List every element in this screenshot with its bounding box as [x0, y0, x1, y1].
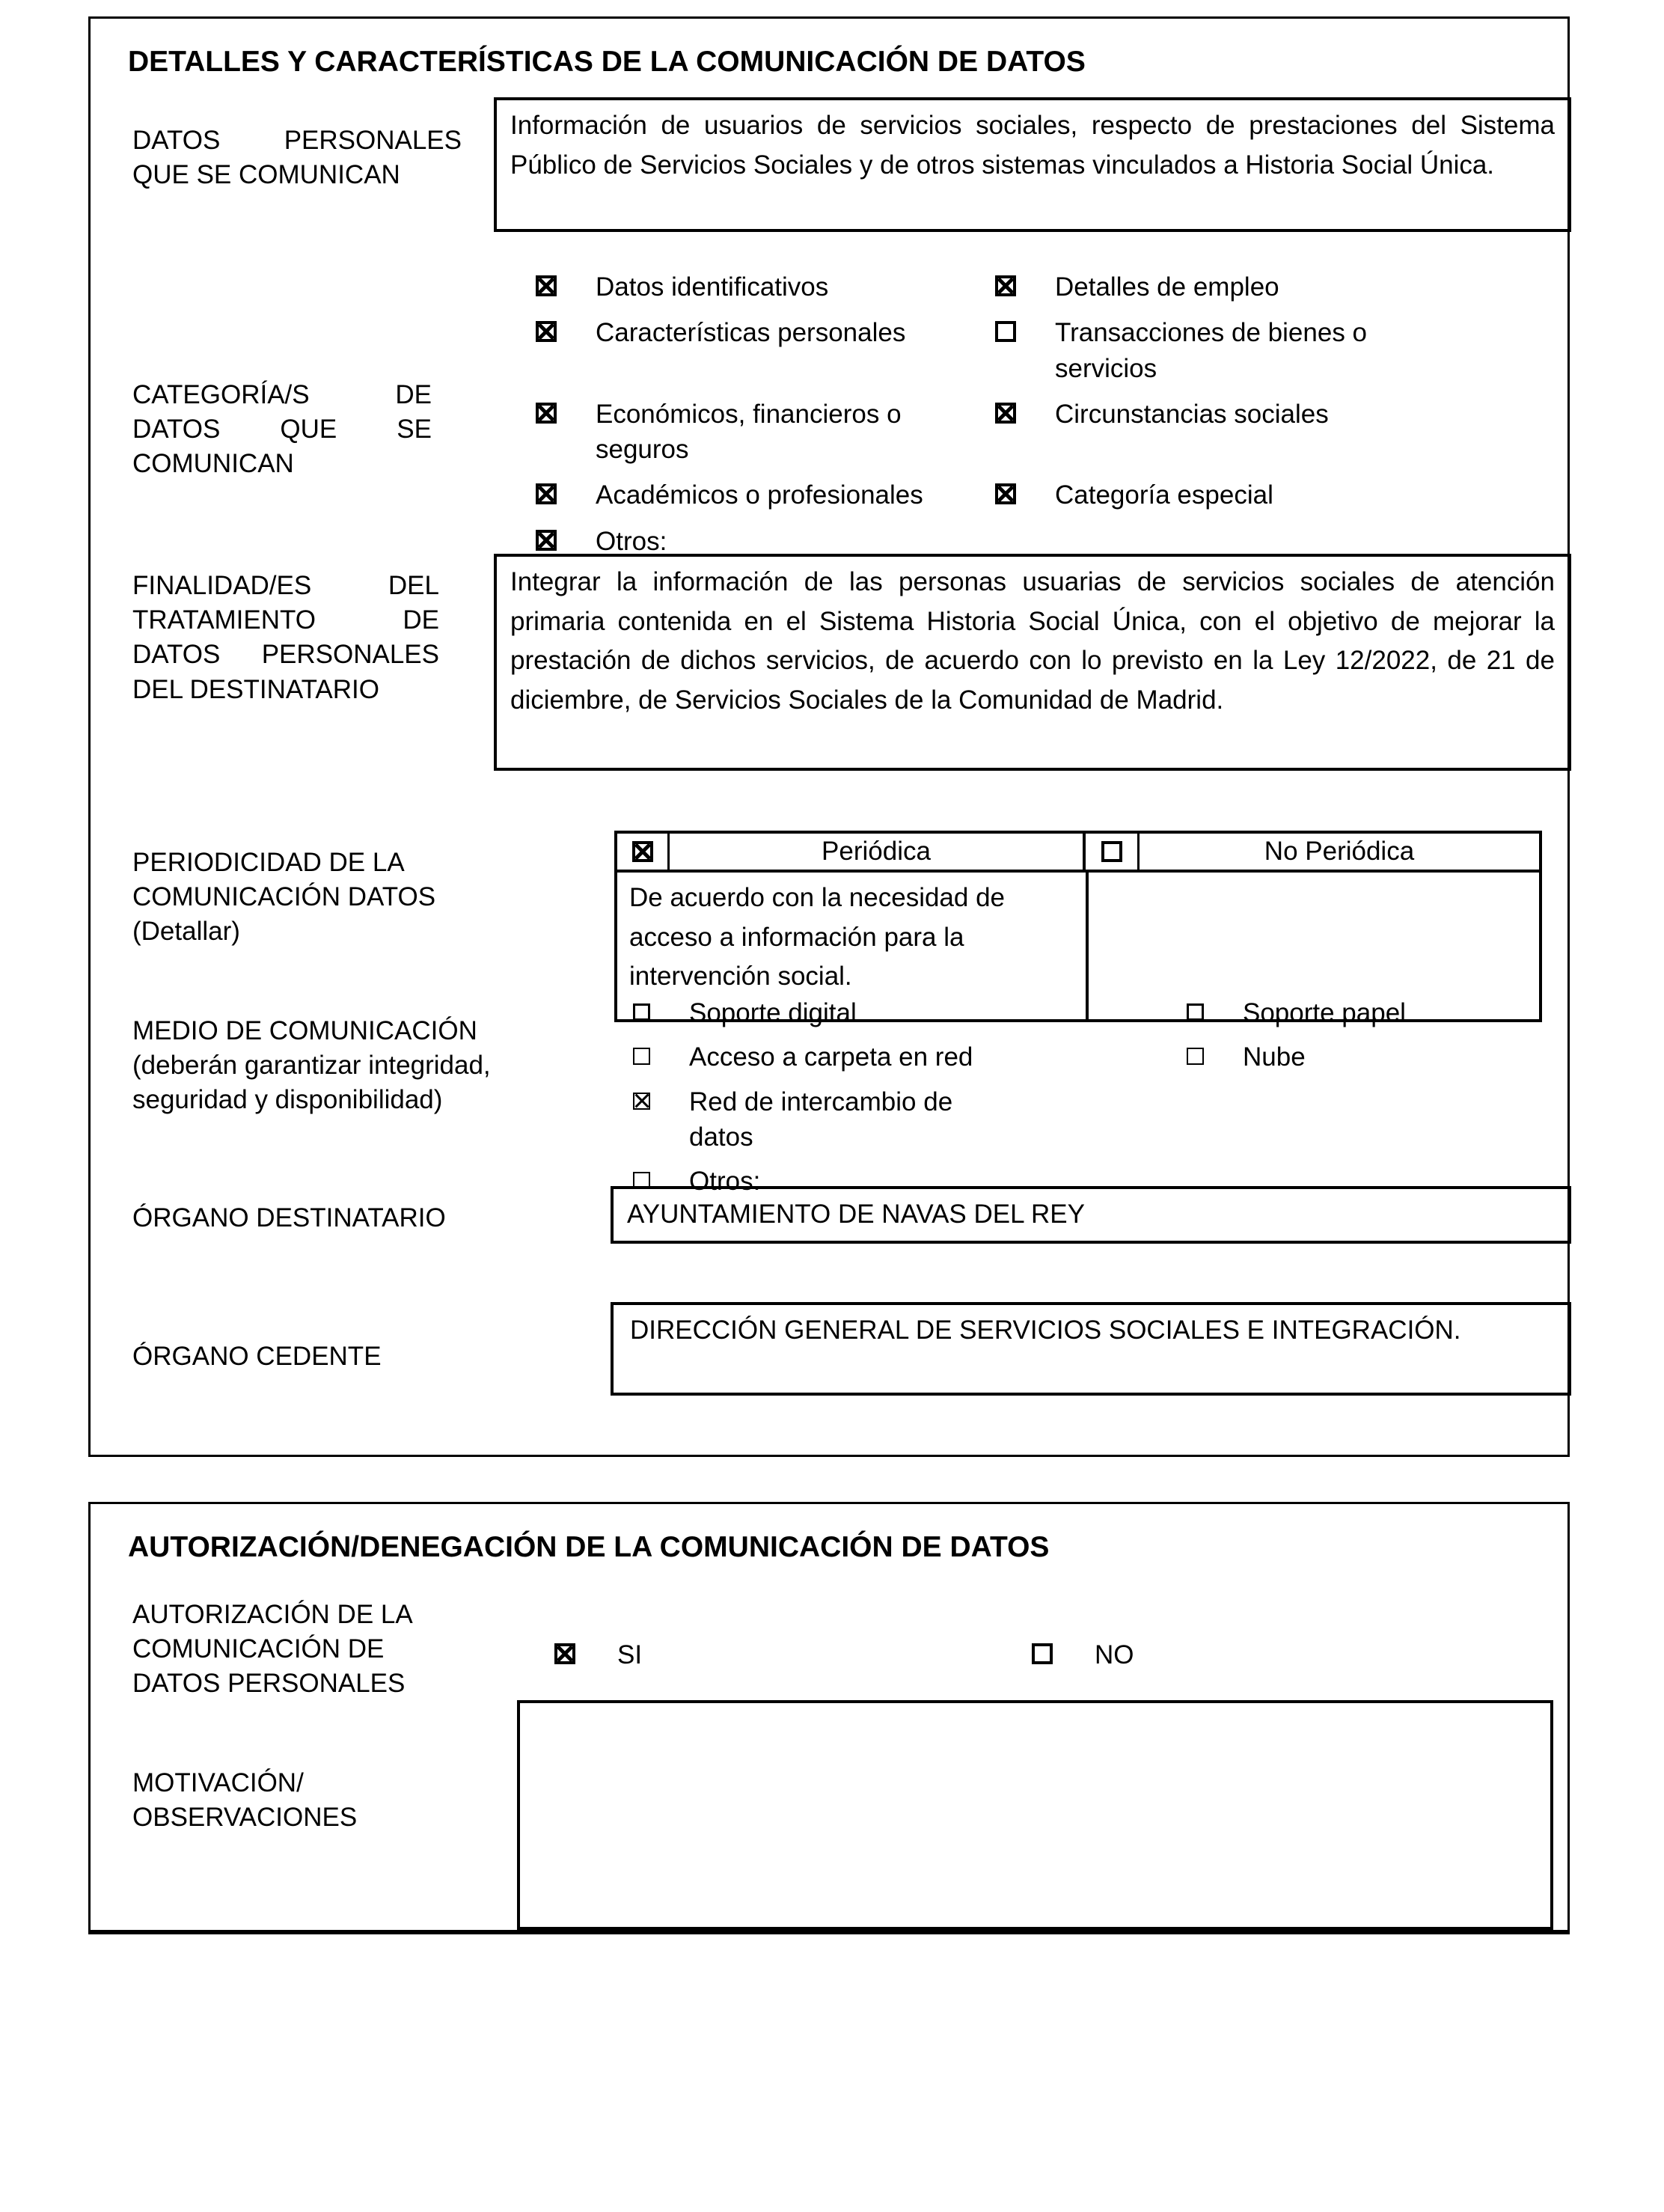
authorization-section-title: AUTORIZACIÓN/DENEGACIÓN DE LA COMUNICACIÓN DE DATOS: [128, 1531, 1050, 1564]
categoria-checkbox-label: Económicos, financieros o seguros: [596, 399, 902, 464]
medio-item: [1187, 1039, 1568, 1075]
no-periodica-checkbox-cell: [1086, 834, 1140, 870]
categoria-item: [536, 315, 995, 386]
medio-checkbox[interactable]: [633, 1048, 650, 1065]
categoria-checkbox[interactable]: [995, 321, 1016, 342]
organo-destinatario-label: ÓRGANO DESTINATARIO: [132, 1203, 446, 1232]
medio-label: MEDIO DE COMUNICACIÓN (deberán garantizar integridad, seguridad y disponibilidad): [132, 1016, 491, 1115]
categoria-checkbox[interactable]: [536, 403, 557, 424]
categoria-checkbox[interactable]: [536, 483, 557, 504]
motivacion-label: MOTIVACIÓN/ OBSERVACIONES: [132, 1768, 358, 1833]
categoria-checkbox[interactable]: [995, 403, 1016, 424]
motivacion-field[interactable]: [517, 1700, 1553, 1930]
medio-checkbox[interactable]: [1187, 1048, 1204, 1065]
organo-destinatario-field[interactable]: AYUNTAMIENTO DE NAVAS DEL REY: [611, 1186, 1571, 1244]
categoria-checkbox-label: Datos identificativos: [596, 272, 829, 302]
categoria-checkbox[interactable]: [536, 275, 557, 296]
autorizacion-si-option: [554, 1637, 642, 1672]
si-label: SI: [617, 1640, 643, 1669]
authorization-section: [88, 1502, 1570, 1934]
organo-cedente-label: ÓRGANO CEDENTE: [132, 1342, 382, 1371]
categoria-checkbox-label: Circunstancias sociales: [1055, 399, 1329, 429]
periodicidad-table-header: [617, 834, 1539, 873]
categoria-item: [536, 477, 995, 513]
periodica-checkbox[interactable]: [632, 841, 653, 862]
medio-item: [1187, 995, 1568, 1030]
medio-checkbox[interactable]: [633, 1003, 650, 1021]
medio-checkbox-label: Soporte digital: [689, 998, 857, 1027]
no-periodica-checkbox[interactable]: [1101, 841, 1122, 862]
autorizacion-no-option: [1032, 1637, 1134, 1672]
datos-personales-label: DATOS PERSONALES QUE SE COMUNICAN: [132, 126, 462, 190]
medio-checkbox-grid: [633, 995, 1568, 1199]
periodica-checkbox-cell: [617, 834, 670, 870]
periodicidad-table: [614, 831, 1542, 1022]
categoria-checkbox[interactable]: [995, 275, 1016, 296]
organo-cedente-field[interactable]: DIRECCIÓN GENERAL DE SERVICIOS SOCIALES E INTEGRACIÓN.: [611, 1302, 1571, 1396]
medio-checkbox[interactable]: [1187, 1003, 1204, 1021]
no-label: NO: [1095, 1640, 1134, 1669]
medio-checkbox-label: Acceso a carpeta en red: [689, 1042, 973, 1072]
categoria-checkbox-label: Categoría especial: [1055, 480, 1273, 510]
no-periodica-label: No Periódica: [1264, 837, 1415, 867]
periodica-detail-text: De acuerdo con la necesidad de acceso a información para la intervención social.: [629, 883, 1006, 991]
medio-item: [633, 1039, 1187, 1075]
categoria-item: [995, 397, 1561, 468]
finalidad-label: FINALIDAD/ES DEL TRATAMIENTO DE DATOS PERSONALES DEL DESTINATARIO: [132, 571, 439, 704]
categoria-checkbox[interactable]: [536, 530, 557, 551]
details-section-title: DETALLES Y CARACTERÍSTICAS DE LA COMUNICACIÓN DE DATOS: [128, 46, 1086, 79]
medio-checkbox-label: Nube: [1243, 1042, 1306, 1072]
categoria-item: [536, 397, 995, 468]
medio-checkbox-label: Soporte papel: [1243, 998, 1406, 1027]
categoria-item: [995, 315, 1561, 386]
finalidad-field[interactable]: Integrar la información de las personas usuarias de servicios sociales de atención primaria contenida en el Sistema Historia Social Única, con el objetivo de mejorar la prestación de dichos servicios, de acuerdo con lo previsto en la Ley 12/2022, de 21 de diciembre, de Servicios Sociales de la Comunidad de Madrid.: [494, 554, 1571, 771]
autorizacion-label: AUTORIZACIÓN DE LA COMUNICACIÓN DE DATOS PERSONALES: [132, 1600, 412, 1699]
si-checkbox[interactable]: [554, 1643, 575, 1664]
categoria-checkbox-label: Detalles de empleo: [1055, 272, 1279, 302]
categoria-checkbox-label: Transacciones de bienes o servicios: [1055, 318, 1368, 383]
datos-personales-field[interactable]: Información de usuarios de servicios sociales, respecto de prestaciones del Sistema Público de Servicios Sociales y de otros sistemas vinculados a Historia Social Única.: [494, 97, 1571, 232]
categoria-checkbox-label: Características personales: [596, 318, 906, 348]
categoria-checkbox-label: Académicos o profesionales: [596, 480, 923, 510]
categorias-label: CATEGORÍA/S DE DATOS QUE SE COMUNICAN: [132, 380, 432, 479]
medio-checkbox-label: Red de intercambio de datos: [689, 1087, 953, 1152]
medio-item: [633, 1084, 1187, 1155]
medio-item: [633, 995, 1187, 1030]
details-section: [88, 16, 1570, 1457]
periodica-label: Periódica: [670, 834, 1086, 870]
periodicidad-label: PERIODICIDAD DE LA COMUNICACIÓN DATOS (Detallar): [132, 848, 436, 947]
medio-checkbox-label: Otros:: [689, 1167, 761, 1196]
categorias-checkbox-grid: [536, 269, 1561, 559]
categoria-item: [995, 477, 1561, 513]
categoria-item: [536, 269, 995, 305]
medio-checkbox[interactable]: [633, 1093, 650, 1110]
categoria-item: [995, 269, 1561, 305]
no-checkbox[interactable]: [1032, 1643, 1053, 1664]
categoria-checkbox[interactable]: [995, 483, 1016, 504]
categoria-checkbox-label: Otros:: [596, 526, 667, 556]
categoria-checkbox[interactable]: [536, 321, 557, 342]
